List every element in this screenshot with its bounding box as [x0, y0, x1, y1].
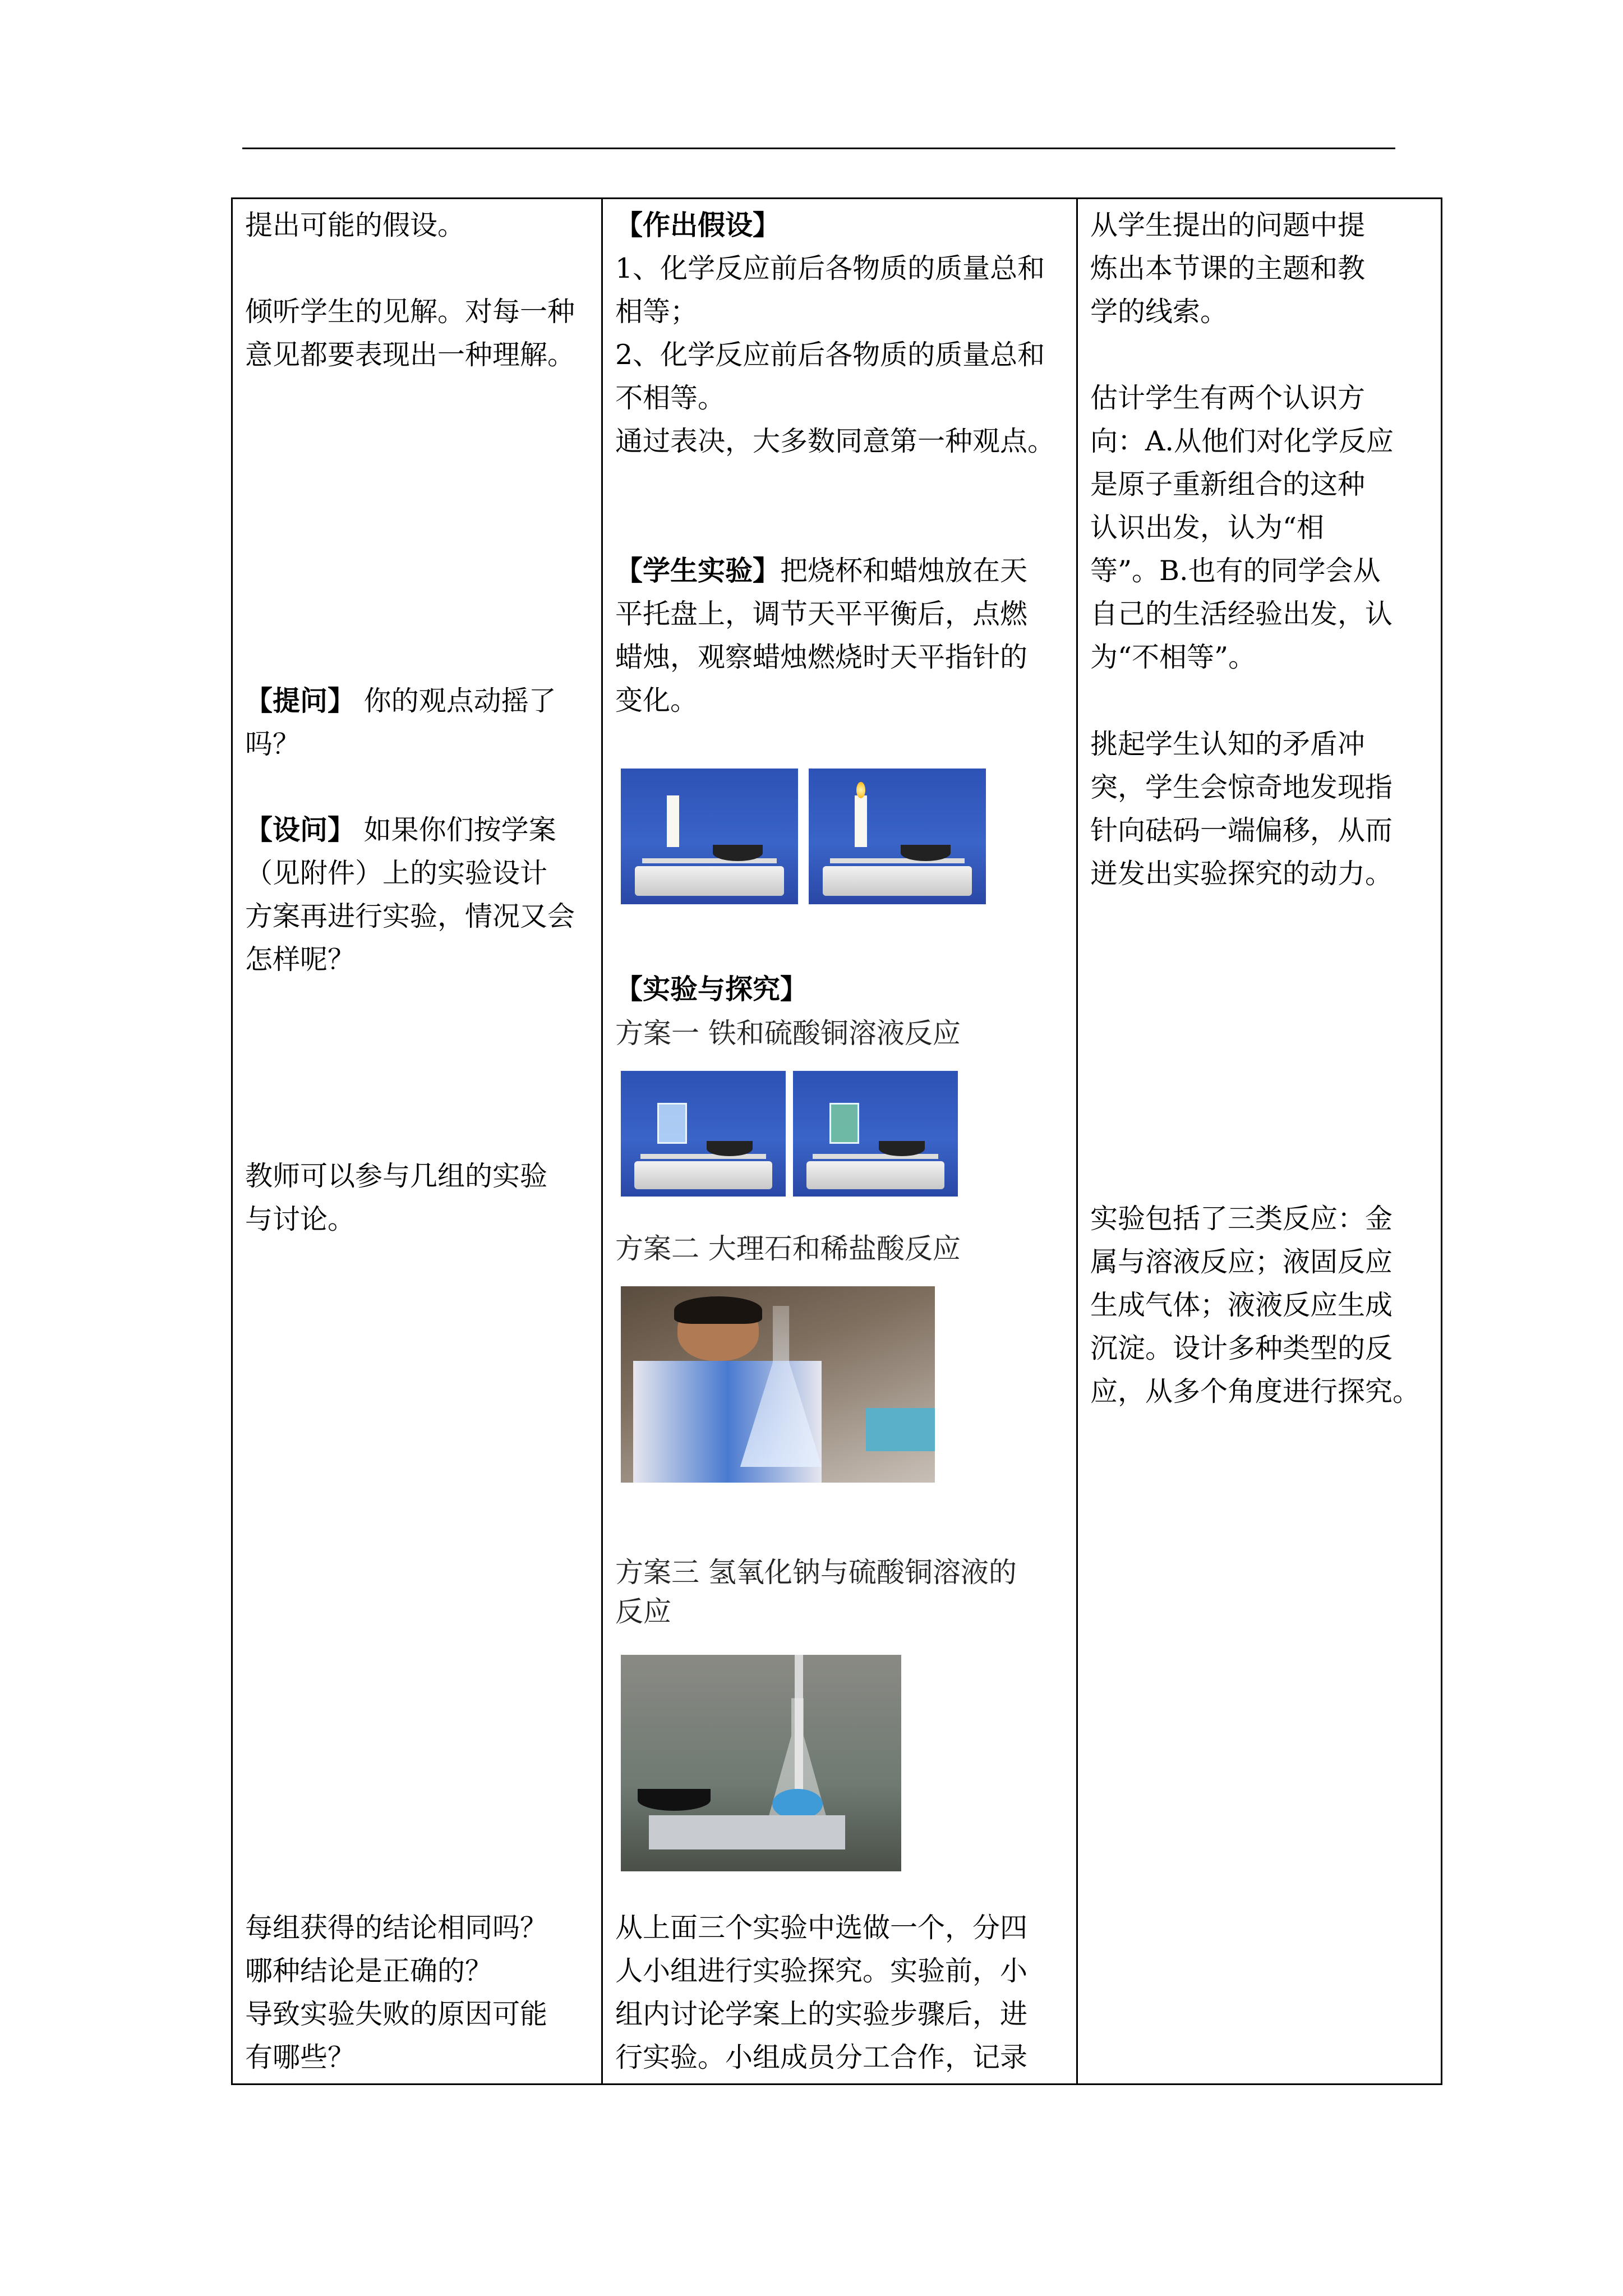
col2-experiment-text: 把烧杯和蜡烛放在天 平托盘上，调节天平平衡后，点燃 蜡烛，观察蜡烛燃烧时天平指针的 变化。 [615, 555, 1028, 716]
header-rule [242, 148, 1395, 149]
col1-teacher-join-text: 教师可以参与几组的实验 与讨论。 [245, 1160, 548, 1235]
col2-experiment-block [615, 549, 1064, 722]
col3-reaction-types-text: 实验包括了三类反应：金 属与溶液反应；液固反应 生成气体；液液反应生成 沉淀。设计多种类型的反 应，从多个角度进行探究。 [1090, 1203, 1421, 1407]
col1-question-text: 你的观点动摇了 吗？ [245, 685, 556, 760]
plan1-before-image [621, 1071, 786, 1197]
plan1-after-image [793, 1071, 958, 1197]
plan2-student-photo [621, 1286, 935, 1483]
col1-setq-label: 【设问】 [245, 814, 356, 846]
plan1-caption: 方案一 铁和硫酸铜溶液反应 [615, 1017, 961, 1050]
teacher-activity-cell [232, 199, 602, 2085]
col3-estimate-text: 估计学生有两个认识方 向：A.从他们对化学反应 是原子重新组合的这种 认识出发，认为“相 等”。B.也有的同学会从 自己的生活经验出发，认 为“不相等”。 [1090, 382, 1394, 673]
candle-balance-after-image [809, 769, 986, 904]
col1-conclusion-questions: 每组获得的结论相同吗？ 哪种结论是正确的？ 导致实验失败的原因可能 有哪些？ [245, 1912, 548, 2073]
candle-balance-before-image [621, 769, 798, 904]
col1-setq-block [245, 808, 589, 981]
table-row [232, 199, 1442, 2085]
col1-question-block [245, 679, 589, 766]
col1-listen-text: 倾听学生的见解。对每一种 意见都要表现出一种理解。 [245, 296, 575, 371]
col2-hypothesis-label: 【作出假设】 [615, 209, 781, 241]
col2-explore-label: 【实验与探究】 [615, 973, 808, 1005]
design-intent-cell [1077, 199, 1442, 2085]
col2-experiment-label: 【学生实验】 [615, 555, 781, 587]
col3-theme-text: 从学生提出的问题中提 炼出本节课的主题和教 学的线索。 [1090, 209, 1366, 328]
student-activity-cell [602, 199, 1077, 2085]
lesson-plan-table [231, 197, 1442, 2085]
col2-hypothesis-text: 1、化学反应前后各物质的质量总和 相等； 2、化学反应前后各物质的质量总和 不相等。 通过表决，大多数同意第一种观点。 [615, 252, 1055, 457]
col1-setq-text: 如果你们按学案 （见附件）上的实验设计 方案再进行实验，情况又会 怎样呢？ [245, 814, 575, 976]
col1-hypothesis-prompt: 提出可能的假设。 [245, 209, 465, 241]
col2-group-work-text: 从上面三个实验中选做一个，分四 人小组进行实验探究。实验前，小 组内讨论学案上的实验步骤后，进 行实验。小组成员分工合作，记录 [615, 1912, 1028, 2073]
col3-conflict-text: 挑起学生认知的矛盾冲 突，学生会惊奇地发现指 针向砝码一端偏移，从而 迸发出实验探究的动力。 [1090, 728, 1393, 890]
col1-question-label: 【提问】 [245, 685, 356, 717]
plan2-caption: 方案二 大理石和稀盐酸反应 [615, 1232, 961, 1265]
plan3-caption: 方案三 氢氧化钠与硫酸铜溶液的 反应 [615, 1556, 1017, 1628]
plan3-lab-photo [621, 1655, 901, 1871]
